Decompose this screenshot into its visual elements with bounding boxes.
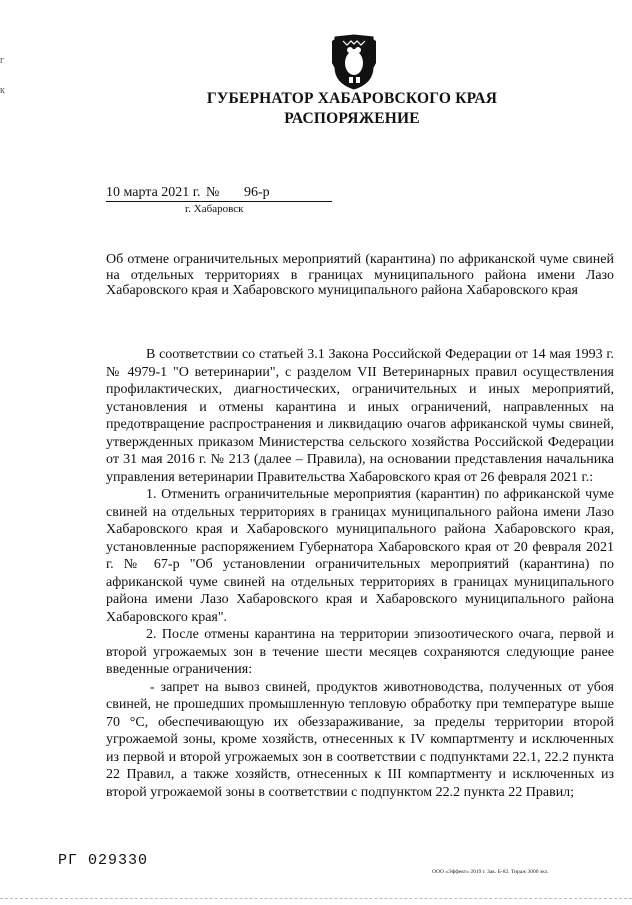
- document-body: [106, 346, 614, 801]
- document-authority: ГУБЕРНАТОР ХАБАРОВСКОГО КРАЯ: [206, 90, 498, 107]
- body-paragraph: - запрет на вывоз свиней, продуктов животноводства, полученных от убоя свиней, не прошедших промышленную тепловую обработку при температуре выше 70 °С, обеспечивающую их обеззараживание, за пределы территории второй угрожаемой зоны, кроме хозяйств, отнесенных к IV компартменту и исключенных из первой и второй угрожаемых зон в соответствии с подпунктами 22.1, 22.2 пункта 22 Правил, а также хозяйств, отнесенных к III компартменту и исключенных из второй угрожаемой зоны в соответствии с подпунктом 22.2 пункта 22 Правил;: [106, 679, 614, 800]
- form-serial-number: РГ 029330: [58, 852, 149, 869]
- body-paragraph: В соответствии со статьей 3.1 Закона Российской Федерации от 14 мая 1993 г. № 4979-1 "О ветеринарии", с разделом VII Ветеринарных правил осуществления профилактических, диагностических, ограничительных и иных мероприятий, установления и отмены карантина и иных ограничений, направленных на предотвращение распространения и ликвидацию очагов африканской чумы свиней, утвержденных приказом Министерства сельского хозяйства Российской Федерации от 31 мая 2016 г. № 213 (далее – Правила), на основании представления начальника управления ветеринарии Правительства Хабаровского края от 26 февраля 2021 г.:: [106, 347, 614, 485]
- body-paragraph: 2. После отмены карантина на территории эпизоотического очага, первой и второй угрожаемых зон в течение шести месяцев сохраняются следующие ранее введенные ограничения:: [106, 627, 614, 677]
- document-number: 96-р: [244, 185, 270, 200]
- edge-mark: к: [0, 85, 5, 96]
- document-type: РАСПОРЯЖЕНИЕ: [284, 110, 420, 127]
- edge-marks: [0, 55, 5, 97]
- number-label: №: [206, 185, 220, 200]
- document-city: г. Хабаровск: [185, 203, 244, 215]
- document-date: 10 марта 2021 г.: [106, 185, 201, 200]
- edge-mark: г: [0, 55, 5, 66]
- body-paragraph: 1. Отменить ограничительные мероприятия (карантин) по африканской чуме свиней на отдельных территориях в границах муниципального района имени Лазо Хабаровского края и Хабаровского муниципального района Хабаровского края, установленные распоряжением Губернатора Хабаровского края от 20 февраля 2021 г. № 67-р "Об установлении ограничительных мероприятий (карантина) по африканской чуме свиней на отдельных территориях в границах муниципального района имени Лазо Хабаровского края и Хабаровского муниципального района Хабаровского края".: [106, 487, 614, 625]
- printer-imprint: ООО «Эффект» 2019 г. Зак. Б-82. Тираж 3000 экз.: [432, 869, 549, 875]
- document-subject: Об отмене ограничительных мероприятий (карантина) по африканской чуме свиней на отдельных территориях в границах муниципального района имени Лазо Хабаровского края и Хабаровского муниципального района Хабаровского края: [106, 252, 614, 298]
- coat-of-arms-icon: [329, 33, 379, 91]
- page-bottom-edge: [0, 898, 632, 900]
- date-number-line: [106, 185, 332, 202]
